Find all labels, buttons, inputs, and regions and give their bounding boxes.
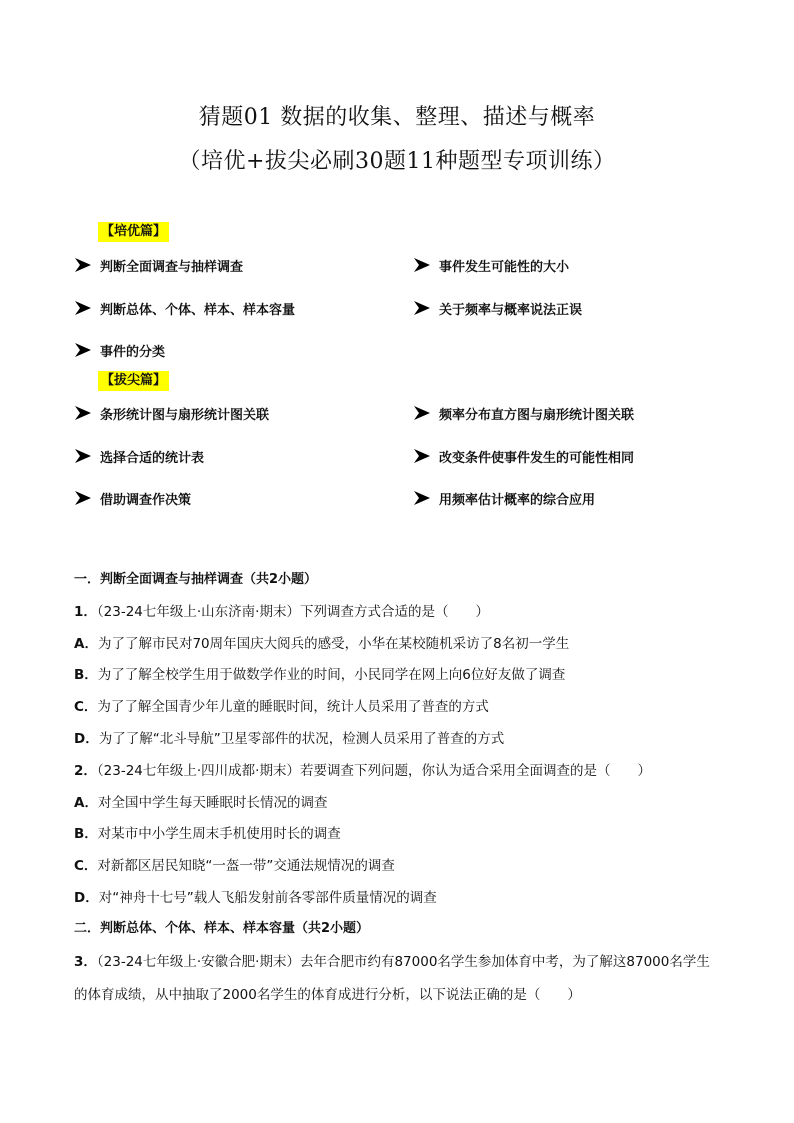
arrow-bullet-icon <box>413 489 431 507</box>
arrow-bullet-icon <box>74 447 92 465</box>
question-section-heading: 一．判断全面调查与抽样调查（共2小题） <box>74 572 318 587</box>
arrow-bullet-icon <box>74 404 92 422</box>
question-stem: 3．（23-24七年级上·安徽合肥·期末）去年合肥市约有87000名学生参加体育中考，为了解这87000名学生 <box>74 954 710 970</box>
option-label: B． <box>74 826 98 842</box>
arrow-bullet-icon <box>413 404 431 422</box>
question-stem-continued: 的体育成绩，从中抽取了2000名学生的体育成进行分析，以下说法正确的是（ ） <box>74 987 581 1003</box>
page-title: 猜题01 数据的收集、整理、描述与概率 <box>198 105 596 130</box>
option-label: D． <box>74 731 99 747</box>
arrow-bullet-icon <box>413 256 431 274</box>
question-option[interactable]: C．对新都区居民知晓“一盔一带”交通法规情况的调查 <box>74 858 395 874</box>
topic-item[interactable] <box>413 296 582 320</box>
topic-label: 判断全面调查与抽样调查 <box>100 259 244 275</box>
question-number: 1． <box>74 604 97 620</box>
option-label: C． <box>74 858 98 874</box>
topic-item[interactable] <box>413 486 595 510</box>
topic-label: 频率分布直方图与扇形统计图关联 <box>439 407 635 423</box>
topic-label: 关于频率与概率说法正误 <box>439 302 583 318</box>
topic-item[interactable] <box>74 401 269 425</box>
topic-label: 选择合适的统计表 <box>100 450 205 466</box>
arrow-bullet-icon <box>74 489 92 507</box>
topic-label: 用频率估计概率的综合应用 <box>439 492 596 508</box>
topic-item[interactable] <box>413 401 634 425</box>
section-label-bajian: 【拔尖篇】 <box>98 371 169 391</box>
topic-item[interactable] <box>74 253 243 277</box>
question-number: 3． <box>74 954 97 970</box>
topic-item[interactable] <box>413 444 634 468</box>
topic-item[interactable] <box>74 338 165 362</box>
topic-label: 借助调查作决策 <box>100 492 192 508</box>
topic-item[interactable] <box>74 296 295 320</box>
topic-label: 改变条件使事件发生的可能性相同 <box>439 450 635 466</box>
topic-label: 条形统计图与扇形统计图关联 <box>100 407 270 423</box>
question-section-heading: 二．判断总体、个体、样本、样本容量（共2小题） <box>74 921 370 936</box>
option-label: A． <box>74 636 98 652</box>
arrow-bullet-icon <box>74 341 92 359</box>
question-option[interactable]: D．为了了解“北斗导航”卫星零部件的状况，检测人员采用了普查的方式 <box>74 731 505 747</box>
question-stem: 2．（23-24七年级上·四川成都·期末）若要调查下列问题，你认为适合采用全面调查的是（ ） <box>74 763 651 779</box>
option-label: C． <box>74 699 98 715</box>
question-option[interactable]: A．对全国中学生每天睡眠时长情况的调查 <box>74 795 328 811</box>
arrow-bullet-icon <box>74 256 92 274</box>
option-label: A． <box>74 795 98 811</box>
question-option[interactable]: B．为了了解全校学生用于做数学作业的时间，小民同学在网上向6位好友做了调查 <box>74 667 566 683</box>
arrow-bullet-icon <box>413 299 431 317</box>
topic-label: 事件发生可能性的大小 <box>439 259 570 275</box>
arrow-bullet-icon <box>74 299 92 317</box>
question-stem: 1．（23-24七年级上·山东济南·期末）下列调查方式合适的是（ ） <box>74 604 489 620</box>
topic-item[interactable] <box>413 253 569 277</box>
page-subtitle: （培优+拔尖必刷30题11种题型专项训练） <box>178 149 616 174</box>
question-option[interactable]: B．对某市中小学生周末手机使用时长的调查 <box>74 826 341 842</box>
topic-item[interactable] <box>74 486 191 510</box>
topic-label: 事件的分类 <box>100 344 166 360</box>
section-label-peiyou: 【培优篇】 <box>98 222 169 242</box>
option-label: D． <box>74 890 99 906</box>
question-option[interactable]: C．为了了解全国青少年儿童的睡眠时间，统计人员采用了普查的方式 <box>74 699 489 715</box>
topic-label: 判断总体、个体、样本、样本容量 <box>100 302 296 318</box>
question-option[interactable]: A．为了了解市民对70周年国庆大阅兵的感受，小华在某校随机采访了8名初一学生 <box>74 636 570 652</box>
question-option[interactable]: D．对“神舟十七号”载人飞船发射前各零部件质量情况的调查 <box>74 890 437 906</box>
option-label: B． <box>74 667 98 683</box>
topic-item[interactable] <box>74 444 204 468</box>
arrow-bullet-icon <box>413 447 431 465</box>
question-number: 2． <box>74 763 97 779</box>
